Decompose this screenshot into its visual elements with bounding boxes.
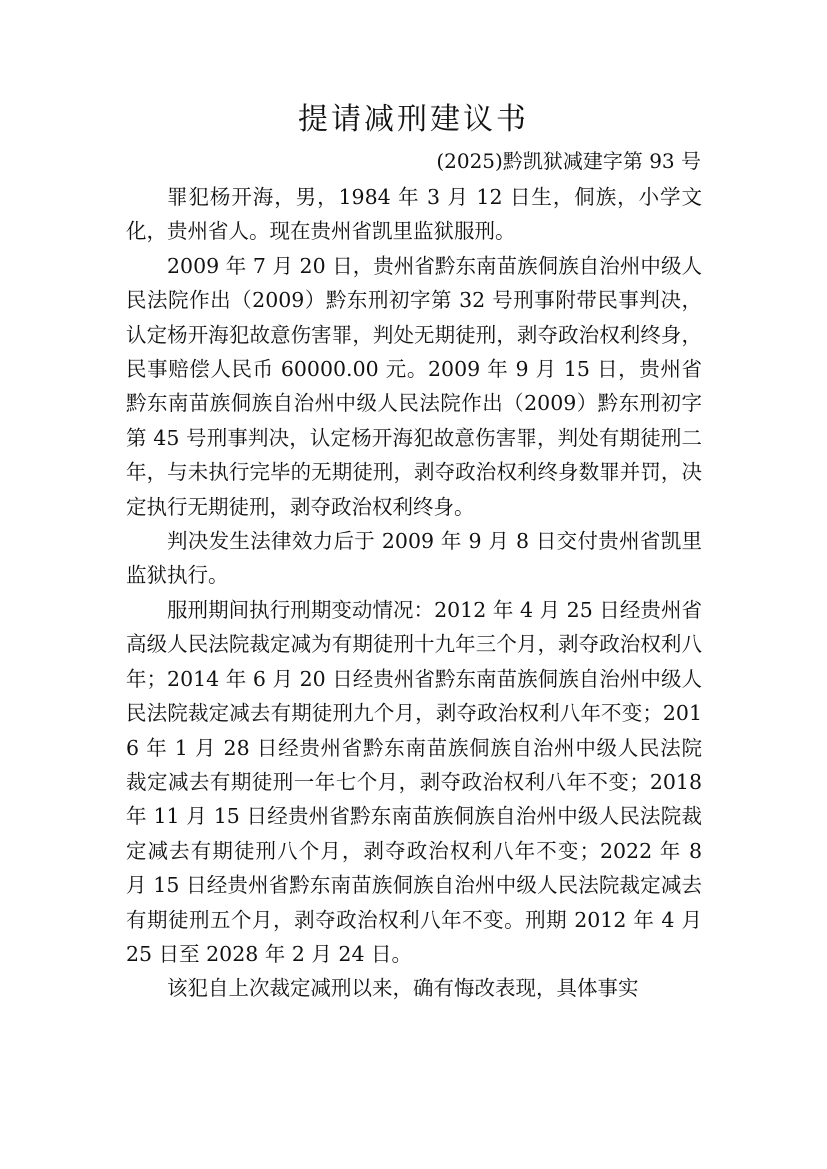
- document-title: 提请减刑建议书: [298, 102, 529, 137]
- paragraph-execution-handover: 判决发生法律效力后于 2009 年 9 月 8 日交付贵州省凯里监狱执行。: [126, 529, 702, 588]
- paragraph-original-judgment: 2009 年 7 月 20 日，贵州省黔东南苗族侗族自治州中级人民法院作出（2009）黔东刑初字第 32 号刑事附带民事判决，认定杨开海犯故意伤害罪，判处无期徒刑，剥夺政治权利终身，民事赔偿人民币 60000.00 元。2009 年 9 月 15 日，贵州省黔东南苗族侗族自治州中级人民法院作出（2009）黔东刑初字第 45 号刑事判决，认定杨开海犯故意伤害罪，判处有期徒刑二年，与未执行完毕的无期徒刑，剥夺政治权利终身数罪并罚，决定执行无期徒刑，剥夺政治权利终身。: [126, 253, 702, 519]
- paragraph-sentence-changes: 服刑期间执行刑期变动情况：2012 年 4 月 25 日经贵州省高级人民法院裁定减为有期徒刑十九年三个月，剥夺政治权利八年；2014 年 6 月 20 日经贵州省黔东南苗族侗族自治州中级人民法院裁定减去有期徒刑九个月，剥夺政治权利八年不变；2016 年 1 月 28 日经贵州省黔东南苗族侗族自治州中级人民法院裁定减去有期徒刑一年七个月，剥夺政治权利八年不变；2018 年 11 月 15 日经贵州省黔东南苗族侗族自治州中级人民法院裁定减去有期徒刑八个月，剥夺政治权利八年不变；2022 年 8 月 15 日经贵州省黔东南苗族侗族自治州中级人民法院裁定减去有期徒刑五个月，剥夺政治权利八年不变。刑期 2012 年 4 月 25 日至 2028 年 2 月 24 日。: [126, 597, 702, 966]
- paragraph-repentance: 该犯自上次裁定减刑以来，确有悔改表现，具体事实: [167, 976, 639, 1001]
- document-body: [126, 180, 702, 1006]
- paragraph-criminal-info: 罪犯杨开海，男，1984 年 3 月 12 日生，侗族，小学文化，贵州省人。现在贵州省凯里监狱服刑。: [126, 185, 702, 244]
- document-number: (2025)黔凯狱减建字第 93 号: [436, 149, 701, 173]
